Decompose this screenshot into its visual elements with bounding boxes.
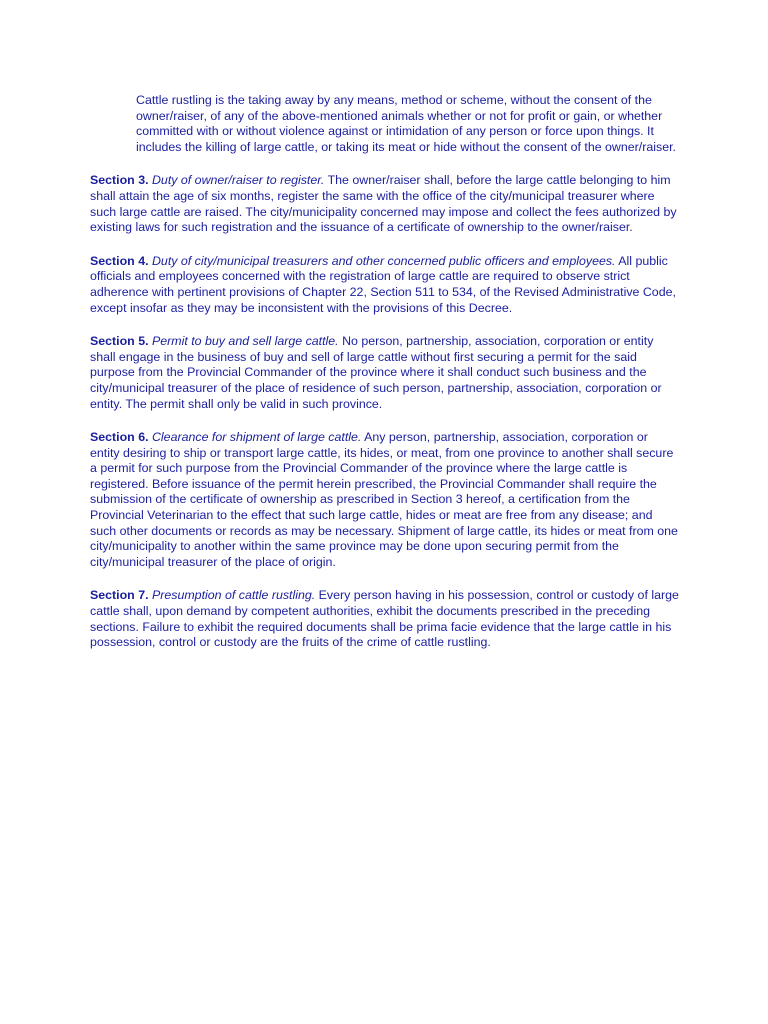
section-4-body: All public officials and employees concerned with the registration of large cattle are required to observe strict adherence with pertinent provisions of Chapter 22, Section 511 to 534, of the Revised Administrative Code, except insofar as they may be inconsistent with the provisions of this Decree. xyxy=(90,253,676,315)
section-5-paragraph xyxy=(90,334,680,412)
section-4-paragraph xyxy=(90,254,680,316)
section-6-title: Clearance for shipment of large cattle. xyxy=(151,430,362,445)
section-7-title: Presumption of cattle rustling. xyxy=(151,588,316,603)
section-3-number: Section 3. xyxy=(90,173,149,188)
section-6-paragraph xyxy=(90,430,680,570)
section-3-body: The owner/raiser shall, before the large cattle belonging to him shall attain the age of six months, register the same with the office of the city/municipal treasurer where such large cattle are raised. The city/municipality concerned may impose and collect the fees authorized by existing laws for such registration and the issuance of a certificate of ownership to the owner/raiser. xyxy=(90,173,677,235)
section-7-number: Section 7. xyxy=(90,588,149,603)
section-7-paragraph xyxy=(90,588,680,650)
section-7-body: Every person having in his possession, control or custody of large cattle shall, upon demand by competent authorities, exhibit the documents prescribed in the preceding sections. Failure to exhibit the required documents shall be prima facie evidence that the large cattle in his possession, control or custody are the fruits of the crime of cattle rustling. xyxy=(90,588,679,650)
intro-paragraph: Cattle rustling is the taking away by any means, method or scheme, without the consent of the owner/raiser, of any of the above-mentioned animals whether or not for profit or gain, or whether committed with or without violence against or intimidation of any person or force upon things. It includes the killing of large cattle, or taking its meat or hide without the consent of the owner/raiser. xyxy=(136,93,676,154)
section-4-title: Duty of city/municipal treasurers and other concerned public officers and employees. xyxy=(151,253,616,268)
section-3-title: Duty of owner/raiser to register. xyxy=(151,173,325,188)
section-5-number: Section 5. xyxy=(90,334,149,349)
section-3-paragraph xyxy=(90,173,680,235)
section-6-body: Any person, partnership, association, corporation or entity desiring to ship or transport large cattle, its hides, or meat, from one province to another shall secure a permit for such purpose from the Provincial Commander of the province where the large cattle is registered. Before issuance of the permit herein prescribed, the Provincial Commander shall require the submission of the certificate of ownership as prescribed in Section 3 hereof, a certification from the Provincial Veterinarian to the effect that such large cattle, hides or meat are free from any disease; and such other documents or records as may be necessary. Shipment of large cattle, its hides or meat from one city/municipality to another within the same province may be done upon securing permit from the city/municipal treasurer of the place of origin. xyxy=(90,430,678,569)
section-5-title: Permit to buy and sell large cattle. xyxy=(151,334,339,349)
section-5-body: No person, partnership, association, corporation or entity shall engage in the business of buy and sell of large cattle without first securing a permit for the said purpose from the Provincial Commander of the province where it shall conduct such business and the city/municipal treasurer of the place of residence of such person, partnership, association, corporation or entity. The permit shall only be valid in such province. xyxy=(90,334,662,411)
section-4-number: Section 4. xyxy=(90,253,149,268)
document-page xyxy=(90,93,680,669)
section-6-number: Section 6. xyxy=(90,430,149,445)
